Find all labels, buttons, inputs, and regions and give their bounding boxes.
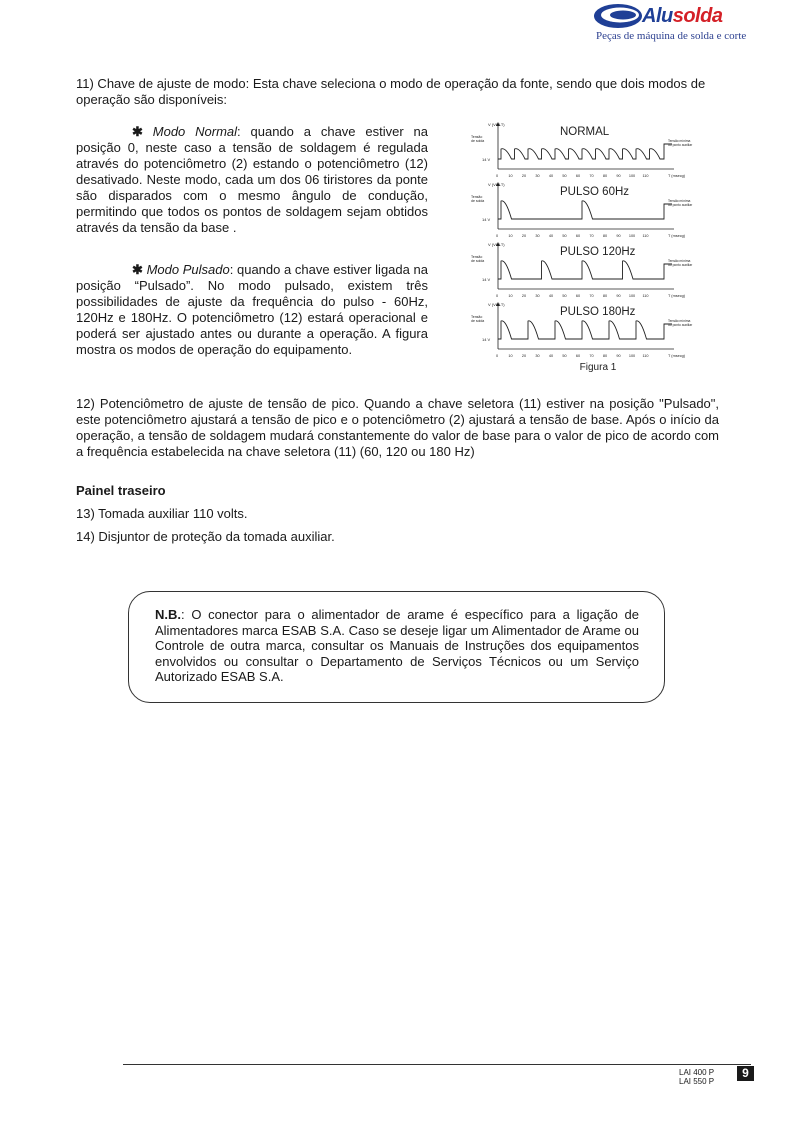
panel-title: NORMAL (560, 126, 610, 138)
y-axis-sublabel: de solda (471, 259, 485, 263)
level-label: 14 V (482, 157, 491, 162)
x-tick-label: 110 (642, 234, 649, 238)
level-label: 14 V (482, 217, 491, 222)
section-11-text: 11) Chave de ajuste de modo: Esta chave seleciona o modo de operação da fonte, sendo que dois modos de operação são disponíveis: (76, 76, 706, 107)
x-tick-label: 30 (535, 294, 540, 298)
item-14: 14) Disjuntor de proteção da tomada auxiliar. (76, 529, 335, 544)
x-tick-label: 20 (521, 354, 527, 358)
footer-divider (123, 1064, 751, 1065)
y-axis-label: V (VOLT) (488, 122, 505, 127)
x-tick-label: 90 (616, 294, 621, 298)
panel-title: PULSO 120Hz (560, 246, 636, 258)
x-tick-label: 0 (495, 234, 499, 238)
y-axis-sublabel: de solda (471, 139, 485, 143)
level-label: 14 V (482, 337, 491, 342)
x-tick-label: 60 (575, 354, 581, 358)
figure-caption: Figura 1 (579, 362, 617, 373)
x-tick-label: 110 (642, 294, 649, 298)
ref-label: Tensão mínima (668, 199, 691, 203)
x-tick-label: 80 (602, 174, 608, 178)
footer-models: LAI 400 P LAI 550 P (679, 1068, 715, 1086)
ref-label: Tensão mínima (668, 139, 691, 143)
y-axis-sublabel: Tensão (471, 255, 483, 259)
x-tick-label: 40 (548, 234, 554, 238)
x-tick-label: 70 (589, 234, 594, 238)
x-tick-label: 10 (508, 354, 513, 358)
x-tick-label: 0 (495, 354, 499, 358)
item-13: 13) Tomada auxiliar 110 volts. (76, 506, 248, 521)
y-axis-sublabel: de solda (471, 199, 485, 203)
note-label: N.B. (155, 607, 181, 622)
x-tick-label: 50 (562, 174, 567, 178)
modo-normal-paragraph (76, 124, 428, 236)
page-number: 9 (737, 1066, 754, 1081)
brand-name: Alusolda (642, 5, 723, 27)
brand-tagline: Peças de máquina de solda e corte (596, 30, 747, 42)
x-tick-label: 50 (562, 354, 567, 358)
x-tick-label: 50 (562, 294, 567, 298)
x-axis-label: T (msecg) (668, 294, 686, 298)
modo-normal-title: Modo Normal (152, 124, 238, 139)
ref-label: do ponto auxiliar (668, 263, 693, 267)
star-icon: ✱ (132, 262, 143, 277)
x-tick-label: 50 (562, 234, 567, 238)
modo-pulsado-text: : quando a chave estiver ligada na posição “Pulsado”. No modo pulsado, existem três possibilidades de ajuste da frequência do pulso - 60Hz, 120Hz e 180Hz. O potenciômetro (12) estará operacional e poderá ser ajustado antes ou durante a operação. A figura mostra os modos de operação do equipamento. (76, 262, 428, 357)
x-tick-label: 60 (575, 174, 581, 178)
y-axis-sublabel: de solda (471, 319, 485, 323)
x-tick-label: 80 (602, 354, 608, 358)
x-tick-label: 110 (642, 174, 649, 178)
section-12-text: 12) Potenciômetro de ajuste de tensão de pico. Quando a chave seletora (11) estiver na posição "Pulsado", este potenciômetro ajustará a tensão de pico e o potenciômetro (2) ajustará a tensão de base. Após o início da operação, a tensão de soldagem mudará constantemente do valor de base para o valor de pico de acordo com a frequência estabelecida na chave seletora (11) (60, 120 ou 180 Hz) (76, 396, 719, 459)
x-tick-label: 40 (548, 174, 554, 178)
x-tick-label: 60 (575, 294, 581, 298)
y-axis-label: V (VOLT) (488, 182, 505, 187)
x-tick-label: 100 (628, 174, 636, 178)
waveform (498, 261, 672, 279)
ref-label: do ponto auxiliar (668, 203, 693, 207)
x-axis-label: T (msecg) (668, 234, 686, 238)
x-tick-label: 60 (575, 234, 581, 238)
waveform (498, 201, 672, 219)
ref-label: Tensão mínima (668, 259, 691, 263)
modo-pulsado-paragraph (76, 262, 428, 358)
x-tick-label: 90 (616, 234, 621, 238)
star-icon: ✱ (132, 124, 143, 139)
waveform (498, 321, 672, 339)
x-tick-label: 40 (548, 354, 554, 358)
x-tick-label: 100 (628, 234, 636, 238)
x-tick-label: 70 (589, 174, 594, 178)
ref-label: do ponto auxiliar (668, 323, 693, 327)
x-tick-label: 0 (495, 174, 499, 178)
x-tick-label: 30 (535, 354, 540, 358)
level-label: 14 V (482, 277, 491, 282)
x-tick-label: 30 (535, 174, 540, 178)
note-text: N.B.: O conector para o alimentador de arame é específico para a ligação de Alimentadores marca ESAB S.A. Caso se deseje ligar um Alimentador de Arame ou Controle de outra marca, consultar os Manuais de Instruções dos equipamentos envolvidos ou consultar o Departamento de Serviços Técnicos ou um Serviço Autorizado ESAB S.A. (155, 607, 639, 684)
x-tick-label: 10 (508, 174, 513, 178)
x-tick-label: 80 (602, 294, 608, 298)
modo-normal-text: : quando a chave estiver na posição 0, neste caso a tensão de soldagem é regulada através do potenciômetro (2) estando o potenciômetro (12) desativado. Neste modo, cada um dos 06 tiristores da ponte são disparados com o mesmo ângulo de condução, permitindo que todos os pontos de soldagem sejam obtidos através da tensão da base . (76, 124, 428, 235)
y-axis-sublabel: Tensão (471, 195, 483, 199)
x-tick-label: 20 (521, 294, 527, 298)
y-axis-label: V (VOLT) (488, 302, 505, 307)
x-tick-label: 30 (535, 234, 540, 238)
x-tick-label: 40 (548, 294, 554, 298)
x-tick-label: 20 (521, 174, 527, 178)
x-tick-label: 0 (495, 294, 499, 298)
x-tick-label: 10 (508, 294, 513, 298)
y-axis-sublabel: Tensão (471, 135, 483, 139)
x-tick-label: 90 (616, 354, 621, 358)
x-tick-label: 20 (521, 234, 527, 238)
y-axis-sublabel: Tensão (471, 315, 483, 319)
panel-title: PULSO 180Hz (560, 306, 636, 318)
x-tick-label: 100 (628, 354, 636, 358)
x-tick-label: 110 (642, 354, 649, 358)
ref-label: Tensão mínima (668, 319, 691, 323)
x-tick-label: 10 (508, 234, 513, 238)
x-tick-label: 100 (628, 294, 636, 298)
x-axis-label: T (msecg) (668, 354, 686, 358)
x-tick-label: 90 (616, 174, 621, 178)
modo-pulsado-title: Modo Pulsado (146, 262, 230, 277)
x-tick-label: 70 (589, 294, 594, 298)
ref-label: do ponto auxiliar (668, 143, 693, 147)
y-axis-label: V (VOLT) (488, 242, 505, 247)
x-tick-label: 70 (589, 354, 594, 358)
waveform (498, 144, 672, 159)
panel-title: PULSO 60Hz (560, 186, 630, 198)
x-tick-label: 80 (602, 234, 608, 238)
figure-1-waveforms (468, 118, 728, 380)
x-axis-label: T (msecg) (668, 174, 686, 178)
painel-heading: Painel traseiro (76, 483, 166, 498)
